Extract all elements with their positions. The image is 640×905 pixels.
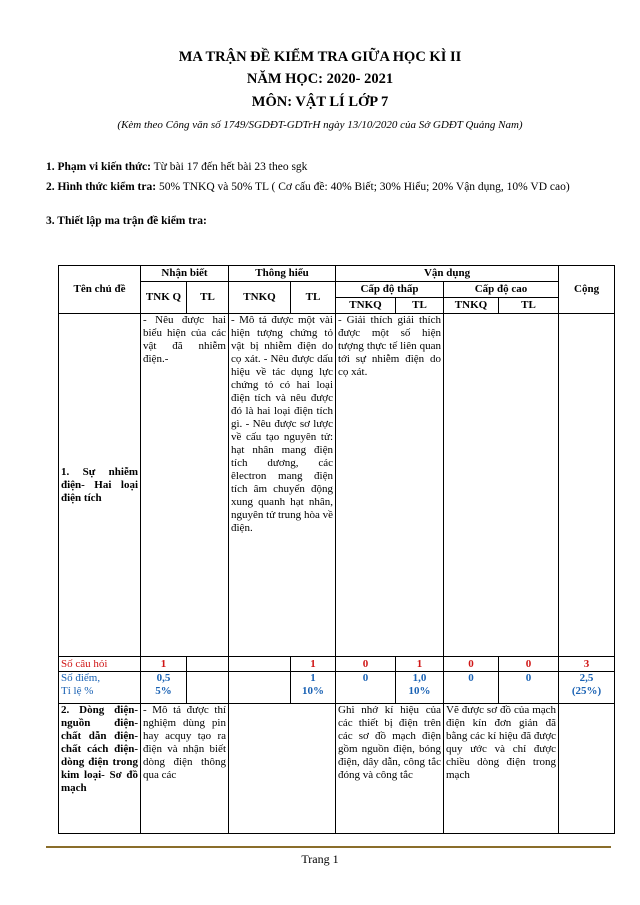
topic2-name: 2. Dòng điện-nguồn điện- chất dẫn điện- chất cách điện- dòng điện trong kim loại- Sơ đồ mạch <box>59 704 141 834</box>
count-cell: 0 <box>336 657 396 672</box>
header-know-tl: TL <box>187 282 229 314</box>
section-format: 2. Hình thức kiểm tra: 50% TNKQ và 50% TL ( Cơ cấu đề: 40% Biết; 30% Hiểu; 20% Vận dụng, 10% VD cao) <box>46 181 570 193</box>
footer-rule <box>46 846 611 848</box>
topic2-apply-high: Vẽ được sơ đồ của mạch điện kín đơn giản đã bằng các kí hiệu đã được quy ước và chỉ được chiều dòng điện trong mạch <box>444 704 559 834</box>
topic2-understand <box>229 704 336 834</box>
header-apply: Vận dụng <box>336 266 559 282</box>
count-cell: 0 <box>444 657 499 672</box>
header-total: Cộng <box>559 266 615 314</box>
count-label: Số câu hỏi <box>59 657 141 672</box>
header-know: Nhận biết <box>141 266 229 282</box>
doc-title: MA TRẬN ĐỀ KIỂM TRA GIỮA HỌC KÌ II <box>178 49 462 65</box>
count-cell: 3 <box>559 657 615 672</box>
header-understand-tl: TL <box>291 282 336 314</box>
topic1-apply-high <box>444 314 559 657</box>
score-label: Số điểm, Tỉ lệ % <box>59 672 141 704</box>
score-cell: 0 <box>444 672 499 704</box>
score-cell: 1 10% <box>291 672 336 704</box>
topic1-understand: - Mô tả được một vài hiện tượng chứng tỏ vật bị nhiễm điện do cọ xát. - Nêu được dấu hiệu về tác dụng lực chứng tỏ có hai loại điện tích và nêu được đó là hai loại điện tích gì. - Nêu được sơ lược về cấu tạo nguyên tử: hạt nhân mang điện tích dương, các êlectron mang điện tích âm chuyển động xung quanh hạt nhân, nguyên tử trung hòa về điện. <box>229 314 336 657</box>
header-topic: Tên chủ đề <box>59 266 141 314</box>
subject-title: MÔN: VẬT LÍ LỚP 7 <box>251 94 389 110</box>
header-high-tl: TL <box>499 298 559 314</box>
matrix-table <box>58 265 615 834</box>
score-cell: 0,5 5% <box>141 672 187 704</box>
topic2-total <box>559 704 615 834</box>
header-know-tnkq: TNK Q <box>141 282 187 314</box>
school-year: NĂM HỌC: 2020- 2021 <box>246 71 394 87</box>
section-scope: 1. Phạm vi kiến thức: Từ bài 17 đến hết bài 23 theo sgk <box>46 161 308 173</box>
score-cell <box>229 672 291 704</box>
score-cell: 1,0 10% <box>396 672 444 704</box>
score-cell: 2,5 (25%) <box>559 672 615 704</box>
page-number: Trang 1 <box>301 852 339 866</box>
header-high-level: Cấp độ cao <box>444 282 559 298</box>
section-matrix: 3. Thiết lập ma trận đề kiểm tra: <box>46 215 207 227</box>
count-cell <box>187 657 229 672</box>
topic1-total <box>559 314 615 657</box>
topic1-apply-low: - Giải thích giải thích được một số hiện tượng thực tế liên quan tới sự nhiễm điện do cọ xát. <box>336 314 444 657</box>
header-low-tnkq: TNKQ <box>336 298 396 314</box>
score-row <box>59 672 615 704</box>
count-row <box>59 657 615 672</box>
header-low-level: Cấp độ thấp <box>336 282 444 298</box>
count-cell <box>229 657 291 672</box>
score-cell: 0 <box>499 672 559 704</box>
header-understand: Thông hiểu <box>229 266 336 282</box>
header-high-tnkq: TNKQ <box>444 298 499 314</box>
score-cell: 0 <box>336 672 396 704</box>
score-cell <box>187 672 229 704</box>
topic2-know: - Mô tả được thí nghiệm dùng pin hay acquy tạo ra điện và nhận biết dòng điện thông qua các <box>141 704 229 834</box>
count-cell: 1 <box>141 657 187 672</box>
count-cell: 1 <box>396 657 444 672</box>
doc-subtitle: (Kèm theo Công văn số 1749/SGDĐT-GDTrH ngày 13/10/2020 của Sở GDĐT Quảng Nam) <box>117 119 523 131</box>
count-cell: 0 <box>499 657 559 672</box>
count-cell: 1 <box>291 657 336 672</box>
header-understand-tnkq: TNKQ <box>229 282 291 314</box>
header-low-tl: TL <box>396 298 444 314</box>
topic2-apply-low: Ghi nhớ kí hiệu của các thiết bị điện trên các sơ đồ mạch điện gồm nguồn điện, bóng điện, dây dẫn, công tắc đóng và công tắc <box>336 704 444 834</box>
topic1-name: 1. Sự nhiễm điện- Hai loại điện tích <box>59 314 141 657</box>
topic1-know: - Nêu được hai biểu hiện của các vật đã nhiễm điện.- <box>141 314 229 657</box>
